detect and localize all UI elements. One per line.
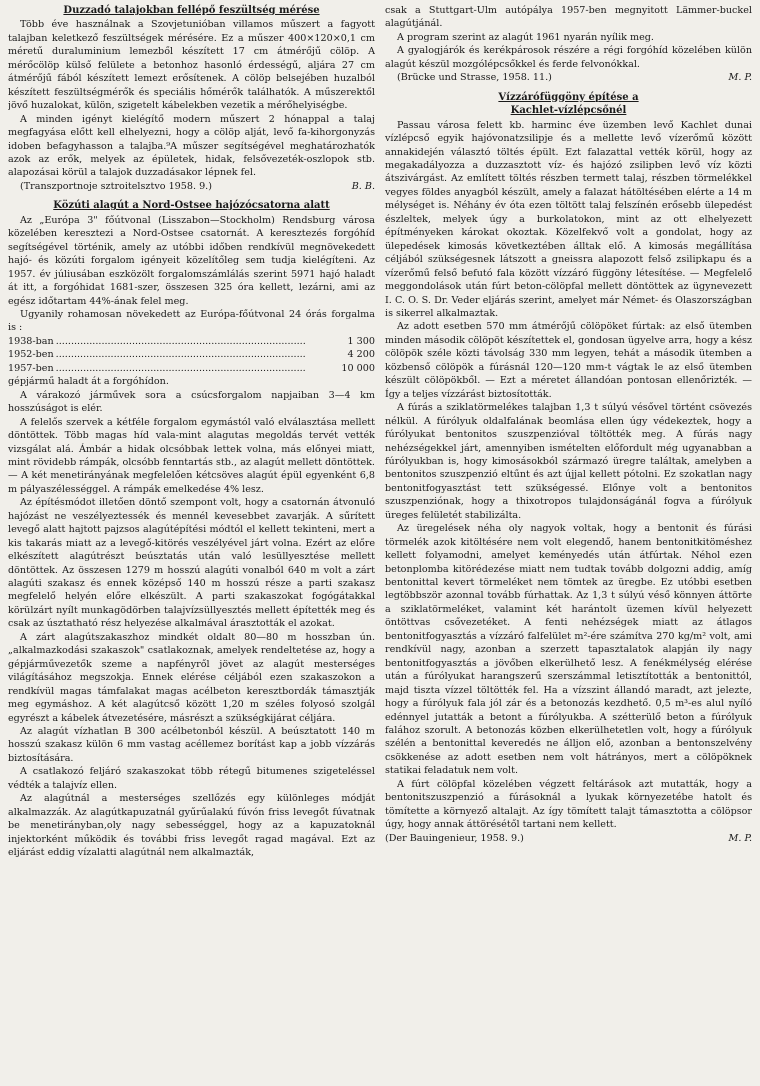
traffic-row: 1952-ben .................................................................................. 4 200: [8, 349, 375, 361]
paragraph: A felelős szervek a kétféle forgalom egymástól való elválasztása mellett döntöttek. Több magas híd vala-mint alagutas megoldás tervét vették vizsgálat alá. Ámbár a hidak olcsóbbak lettek volna, más előnyei miatt, mint rövidebb rámpák, olcsóbb fenntartás stb., az alagút mellett döntöttek. — A két menetirányának megfelelően kétcsöves alagút épül egyenként 6,8 m pályaszélességgel. A rámpák emelkedése 4% lesz.: [8, 416, 375, 495]
paragraph: A csatlakozó feljáró szakaszokat több rétegű bitumenes szigeteléssel védték a talajvíz ellen.: [8, 766, 375, 791]
article-title-cutoff-wall: [385, 91, 752, 118]
paragraph: A fúrt cölöpfal közelében végzett feltárások azt mutatták, hogy a bentonitszuszpenzió a fúrásoknál a lyukak környezetébe hatolt és tömítette a környező altalajt. Az így tömített talajt támasztotta a cölöpsor úgy, hogy annak áttörésétől tartani nem kellett.: [385, 778, 752, 831]
right-column: [385, 4, 752, 1086]
traffic-row: 1938-ban .................................................................................. 1 300: [8, 335, 375, 347]
paragraph: Az alagút vízhatlan B 300 acélbetonból készül. A beúsztatott 140 m hosszú szakasz külön 6 mm vastag acéllemez borítást kap a jobb vízzárás biztosítására.: [8, 726, 375, 764]
paragraph: Az alagútnál a mesterséges szellőzés egy különleges módját alkalmazzák. Az alagútkapuzatnál gyűrűalakú fúvón friss levegőt fúvatnak be menetirányban,oly nagy sebességgel, hogy az a kapuzatoknál injektorként működik és további friss levegőt ragad magával. Ezt az eljárást eddig vízalatti alagútnál nem alkalmazták,: [8, 793, 375, 859]
traffic-year: 1957-ben: [8, 362, 54, 374]
paragraph: Több éve használnak a Szovjetunióban villamos műszert a fagyott talajban keletkező feszültségek mérésére. Ez a műszer 400×120×0,1 cm méretű duraluminium lemezből készített 17 cm átmérőjű cölöp. A mérőcölöp külső felülete a betonhoz hasonló érdességű, aljára 27 cm átmérőjű fából készített lemezt erősítenek. A cölöp belsejében huzalból készített feszültségmérők és speciális hőmérők találhatók. A műszerektől jövő huzalokat, külön, szigetelt kábelekben vezetik a mérőhelyiségbe.: [8, 19, 375, 112]
source-citation: (Transzportnoje sztroitelsztvo 1958. 9.): [20, 180, 212, 192]
paragraph: gépjármű haladt át a forgóhídon.: [8, 376, 169, 388]
paragraph: Az „Európa 3" főútvonal (Lisszabon—Stockholm) Rendsburg városa közelében keresztezi a Nord-Ostsee csatornát. A keresztezés forgóhíd segítségével történik, amely az utóbbi időben rendkívül megnövekedett hajó- és közúti forgalom igényeit közelítőleg sem tudja kielégíteni. Az 1957. év júliusában eszközölt forgalomszámlálás szerint 5971 hajó haladt át itt, a forgóhidat 1681-szer, összesen 325 óra kellett, lezárni, ami az egész időtartam 44%-ának felel meg.: [8, 214, 375, 307]
paragraph: Az adott esetben 570 mm átmérőjű cölöpöket fúrtak: az első ütemben minden második cölöpöt készítettek el, gondosan ügyelve arra, hogy a kész cölöpök széle közti távolság 330 mm legyen, tehát a második ütemben a közbenső cölöpök a fúrásnál 120—120 mm-t vágtak le az első ütemben készült cölöpökből. — Ezt a méretet állandóan pontosan ellenőrizték. — Így a teljes vízzárást biztosították.: [385, 321, 752, 400]
paragraph: Az üregelések néha oly nagyok voltak, hogy a bentonit és fúrási törmelék azok kitöltésére nem volt elegendő, hanem bentonitkitöméshez kellett folyamodni, amelyet keményedés után átfúrtak. Néhol ezen betonplomba kitörédezése miatt nem tudtak tovább dolgozni addig, amíg bentonittal kevert törmeléket nem tömtek az üregbe. Ez utóbbi esetben legtöbbször azonnal tovább fúrhattak. Az 1,3 t súlyú véső könnyen áttörte a sziklatörmeléket, valamint két harántolt üzemen kívül helyezett öntöttvas csővezetéket. A fenti nehézségek miatt az átlagos bentonitfogyasztás a vízzáró falfelület m²-ére számítva 270 kg/m² volt, ami rendkívül nagy, azonban a szerzett tapasztalatok alapján ily nagy bentonitfogyasztás a jövőben elkerülhető lesz. A fenékmélység elérése után a fúrólyukat harangszerű szerszámmal letisztították a bentonittól, majd tiszta vízzel töltötték fel. Ha a vízszint állandó maradt, azt jelezte, hogy a fúrólyuk fala jól zár és a betonozás kezdhető. 0,5 m³-es alul nyíló edénnyel jutatták a betont a fúrólyukba. A szétterülő beton a fúrólyuk falához szorult. A betonozás közben elkerülhetetlen volt, hogy a fúrólyuk szélén a bentonittal keveredés ne álljon elő, azonban a bentonszelvény csökkenése az adott esetben nem volt hátrányos, mert a cölöpöknek statikai feladatuk nem volt.: [385, 523, 752, 777]
traffic-table: [8, 335, 375, 375]
paragraph: csak a Stuttgart-Ulm autópálya 1957-ben megnyitott Lämmer-buckel alagútjánál.: [385, 5, 752, 30]
source-line: [385, 832, 752, 845]
paragraph: A zárt alagútszakaszhoz mindkét oldalt 80—80 m hosszban ún. „alkalmazkodási szakaszok" csatlakoznak, amelyek rendeltetése az, hogy a gépjárművezetők szeme a napfényről jövet az alagút mesterséges világításához megszokja. Ennek elérése céljából ezen szakaszokon a rendkívül magas támfalakat magas acélbeton keresztbordák támasztják meg egymáshoz. A két alagútcső között 1,20 m széles folyosó szolgál egyrészt a kábelek átvezetésére, másrészt a szükségkijárat céljára.: [8, 631, 375, 724]
author-signature: M. P.: [728, 832, 752, 844]
traffic-year: 1938-ban: [8, 335, 54, 347]
source-line: [385, 71, 752, 84]
article-title-line: Kachlet-vízlépcsőnél: [510, 105, 627, 117]
source-citation: (Der Bauingenieur, 1958. 9.): [385, 832, 524, 844]
left-column: [8, 4, 375, 1086]
article-title-line: Vízzárófüggöny építése a: [498, 91, 639, 103]
paragraph: Passau városa felett kb. harminc éve üzemben levő Kachlet dunai vízlépcső egyik hajóvonatzsilipje és a mellette levő vízerőmű között annakidején választó töltés épült. Ezt falazattal vették körül, hogy az megakadályozza a duzzasztott víz- és hajózó zsilipben levő víz közti átszivárgást. Az említett töltés részben termett talaj, részben törmelékkel vegyes földes anyagból készült, amely a falazat hátöltésében elérte a 14 m mélységet is. Néhány év óta ezen töltött talaj felszínén erősebb ülepedést észleltek, melyek úgy a burkolatokon, mint az ott elhelyezett építményeken károkat okoztak. Közelfekvő volt a gondolat, hogy az ülepedések kimosás következtében álltak elő. A kimosás megállítása céljából szükségesnek látszott a gneissra alapozott felső zsilipkapu és a vízerőmű felső befutó fala között vízzáró függöny létesítése. — Megfelelő meggondolások után fúrt beton-cölöpfal mellett döntöttek az ügynevezett I. C. O. S. Dr. Veder eljárás szerint, amelyet már Német- és Olaszországban is sikerrel alkalmaztak.: [385, 119, 752, 319]
article-title-tunnel: Közúti alagút a Nord-Ostsee hajózócsatorna alatt: [53, 200, 330, 212]
paragraph: A program szerint az alagút 1961 nyarán nyílik meg.: [397, 31, 654, 43]
paragraph: A fúrás a sziklatörmelékes talajban 1,3 t súlyú vésővel történt csövezés nélkül. A fúrólyuk oldalfalának beomlása ellen úgy védekeztek, hogy a fúrólyukat bentonitos szuszpenzióval töltötték meg. A fúrás nagy nehézségekkel járt, amennyiben ismételten előfordult még ugyanabban a fúrólyukban is, hogy kimosásokból származó üregre találtak, amelyben a bentonitos szuszpenzió eltűnt és azt újjal kellett pótolni. Ez szokatlan nagy bentonitfogyasztást tett szükségessé. Előnye volt a bentonitos szuszpenziónak, hogy a thixotropos tulajdonságánál fogva a fúrólyuk üreges felületét stabilizálta.: [385, 402, 752, 521]
paragraph: Az építésmódot illetően döntő szempont volt, hogy a csatornán átvonuló hajózást ne veszélyeztessék és mennél kevesebbet zavarják. A sűrített levegő alatt hajtott pajzsos alagútépítési módtól el kellett tekinteni, mert a kis takarás miatt az a levegő-kitörés veszélyével járt volna. Ezért az előre elkészített alagútrészt beúsztatás után való lesüllyesztése mellett döntöttek. Az összesen 1279 m hosszú alagúti vonalból 640 m volt a zárt alagúti szakasz és ennek középső 140 m hosszú része a parti szakasz megfelelő helyén előre elkészült. A parti szakaszokat fogógátakkal körülzárt nyílt munkagödörben talajvízsüllyesztés mellett építették meg és csak az úsztatható rész helyezése alkalmával árasztották el azokat.: [8, 497, 375, 630]
paragraph: Ugyanily rohamosan növekedett az Európa-főútvonal 24 órás forgalma is :: [8, 308, 375, 334]
traffic-value: 4 200: [347, 349, 375, 361]
source-line: [8, 180, 375, 193]
traffic-row: 1957-ben .................................................................................. 10 000: [8, 362, 375, 374]
source-citation: (Brücke und Strasse, 1958. 11.): [397, 72, 552, 84]
paragraph: A minden igényt kielégítő modern műszert 2 hónappal a talaj megfagyása előtt kell elhelyezni, hogy a cölöp alját, levő fa-kihorgonyzás idoben befagyhasson a talajba.⁹A műszer segítségével meghatározhatók azok az erők, melyek az épületek, hidak, felsővezeték-oszlopok stb. alapozásai körül a talajok duzzadásakor lépnek fel.: [8, 113, 375, 179]
traffic-year: 1952-ben: [8, 349, 54, 361]
article-title-measurement: Duzzadó talajokban fellépő feszültség mérése: [63, 5, 320, 16]
traffic-value: 10 000: [341, 362, 375, 374]
paragraph: A várakozó járművek sora a csúcsforgalom napjaiban 3—4 km hosszúságot is elér.: [8, 389, 375, 415]
paragraph: A gyalogjárók és kerékpárosok részére a régi forgóhíd közelében külön alagút készül mozgólépcsőkkel és ferde felvonókkal.: [385, 45, 752, 70]
author-signature: B. B.: [351, 180, 375, 192]
traffic-value: 1 300: [347, 335, 375, 347]
author-signature: M. P.: [728, 72, 752, 84]
